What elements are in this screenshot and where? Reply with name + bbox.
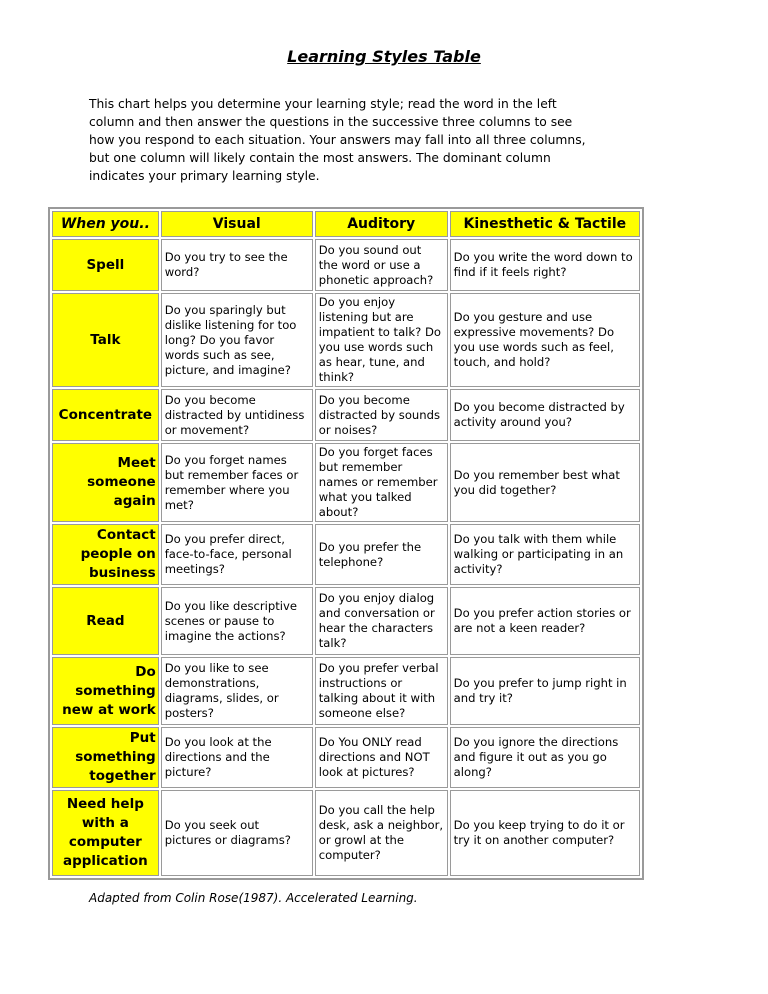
header-kinesthetic: Kinesthetic & Tactile bbox=[450, 211, 640, 237]
visual-cell: Do you become distracted by untidiness or movement? bbox=[161, 389, 313, 441]
visual-cell: Do you try to see the word? bbox=[161, 239, 313, 291]
row-label: Do something new at work bbox=[52, 657, 159, 725]
visual-cell: Do you like to see demonstrations, diagrams, slides, or posters? bbox=[161, 657, 313, 725]
row-label: Read bbox=[52, 587, 159, 655]
row-label: Spell bbox=[52, 239, 159, 291]
kinesthetic-cell: Do you ignore the directions and figure it out as you go along? bbox=[450, 727, 640, 788]
auditory-cell: Do you forget faces but remember names or remember what you talked about? bbox=[315, 443, 448, 522]
kinesthetic-cell: Do you prefer action stories or are not a keen reader? bbox=[450, 587, 640, 655]
intro-paragraph: This chart helps you determine your learning style; read the word in the left column and then answer the questions in the successive three columns to see how you respond to each situation. Your answers may fall into all three columns, but one column will likely contain the most answers. The dominant column indicates your primary learning style. bbox=[89, 97, 586, 183]
header-visual: Visual bbox=[161, 211, 313, 237]
row-label: Contact people on business bbox=[52, 524, 159, 585]
auditory-cell: Do you enjoy dialog and conversation or hear the characters talk? bbox=[315, 587, 448, 655]
header-row bbox=[52, 211, 640, 237]
table-row bbox=[52, 790, 640, 876]
auditory-cell: Do you prefer the telephone? bbox=[315, 524, 448, 585]
table-row bbox=[52, 443, 640, 522]
kinesthetic-cell: Do you keep trying to do it or try it on another computer? bbox=[450, 790, 640, 876]
auditory-cell: Do you call the help desk, ask a neighbor, or growl at the computer? bbox=[315, 790, 448, 876]
kinesthetic-cell: Do you become distracted by activity around you? bbox=[450, 389, 640, 441]
table-row bbox=[52, 727, 640, 788]
kinesthetic-cell: Do you gesture and use expressive movements? Do you use words such as feel, touch, and hold? bbox=[450, 293, 640, 387]
table-row bbox=[52, 389, 640, 441]
visual-cell: Do you like descriptive scenes or pause to imagine the actions? bbox=[161, 587, 313, 655]
table-row bbox=[52, 657, 640, 725]
visual-cell: Do you forget names but remember faces or remember where you met? bbox=[161, 443, 313, 522]
visual-cell: Do you sparingly but dislike listening for too long? Do you favor words such as see, picture, and imagine? bbox=[161, 293, 313, 387]
row-label: Put something together bbox=[52, 727, 159, 788]
auditory-cell: Do you enjoy listening but are impatient to talk? Do you use words such as hear, tune, and think? bbox=[315, 293, 448, 387]
table-row bbox=[52, 524, 640, 585]
auditory-cell: Do you prefer verbal instructions or talking about it with someone else? bbox=[315, 657, 448, 725]
learning-styles-table bbox=[48, 207, 644, 880]
kinesthetic-cell: Do you talk with them while walking or participating in an activity? bbox=[450, 524, 640, 585]
kinesthetic-cell: Do you write the word down to find if it feels right? bbox=[450, 239, 640, 291]
table-row bbox=[52, 239, 640, 291]
auditory-cell: Do You ONLY read directions and NOT look at pictures? bbox=[315, 727, 448, 788]
visual-cell: Do you seek out pictures or diagrams? bbox=[161, 790, 313, 876]
kinesthetic-cell: Do you remember best what you did together? bbox=[450, 443, 640, 522]
table-row bbox=[52, 587, 640, 655]
auditory-cell: Do you become distracted by sounds or noises? bbox=[315, 389, 448, 441]
auditory-cell: Do you sound out the word or use a phonetic approach? bbox=[315, 239, 448, 291]
source-citation: Adapted from Colin Rose(1987). Accelerated Learning. bbox=[89, 891, 418, 905]
row-label: Talk bbox=[52, 293, 159, 387]
visual-cell: Do you look at the directions and the picture? bbox=[161, 727, 313, 788]
row-label: Need help with a computer application bbox=[52, 790, 159, 876]
page-title: Learning Styles Table bbox=[287, 47, 481, 66]
header-when: When you.. bbox=[52, 211, 159, 237]
header-auditory: Auditory bbox=[315, 211, 448, 237]
row-label: Concentrate bbox=[52, 389, 159, 441]
row-label: Meet someone again bbox=[52, 443, 159, 522]
visual-cell: Do you prefer direct, face-to-face, personal meetings? bbox=[161, 524, 313, 585]
kinesthetic-cell: Do you prefer to jump right in and try it? bbox=[450, 657, 640, 725]
table-row bbox=[52, 293, 640, 387]
